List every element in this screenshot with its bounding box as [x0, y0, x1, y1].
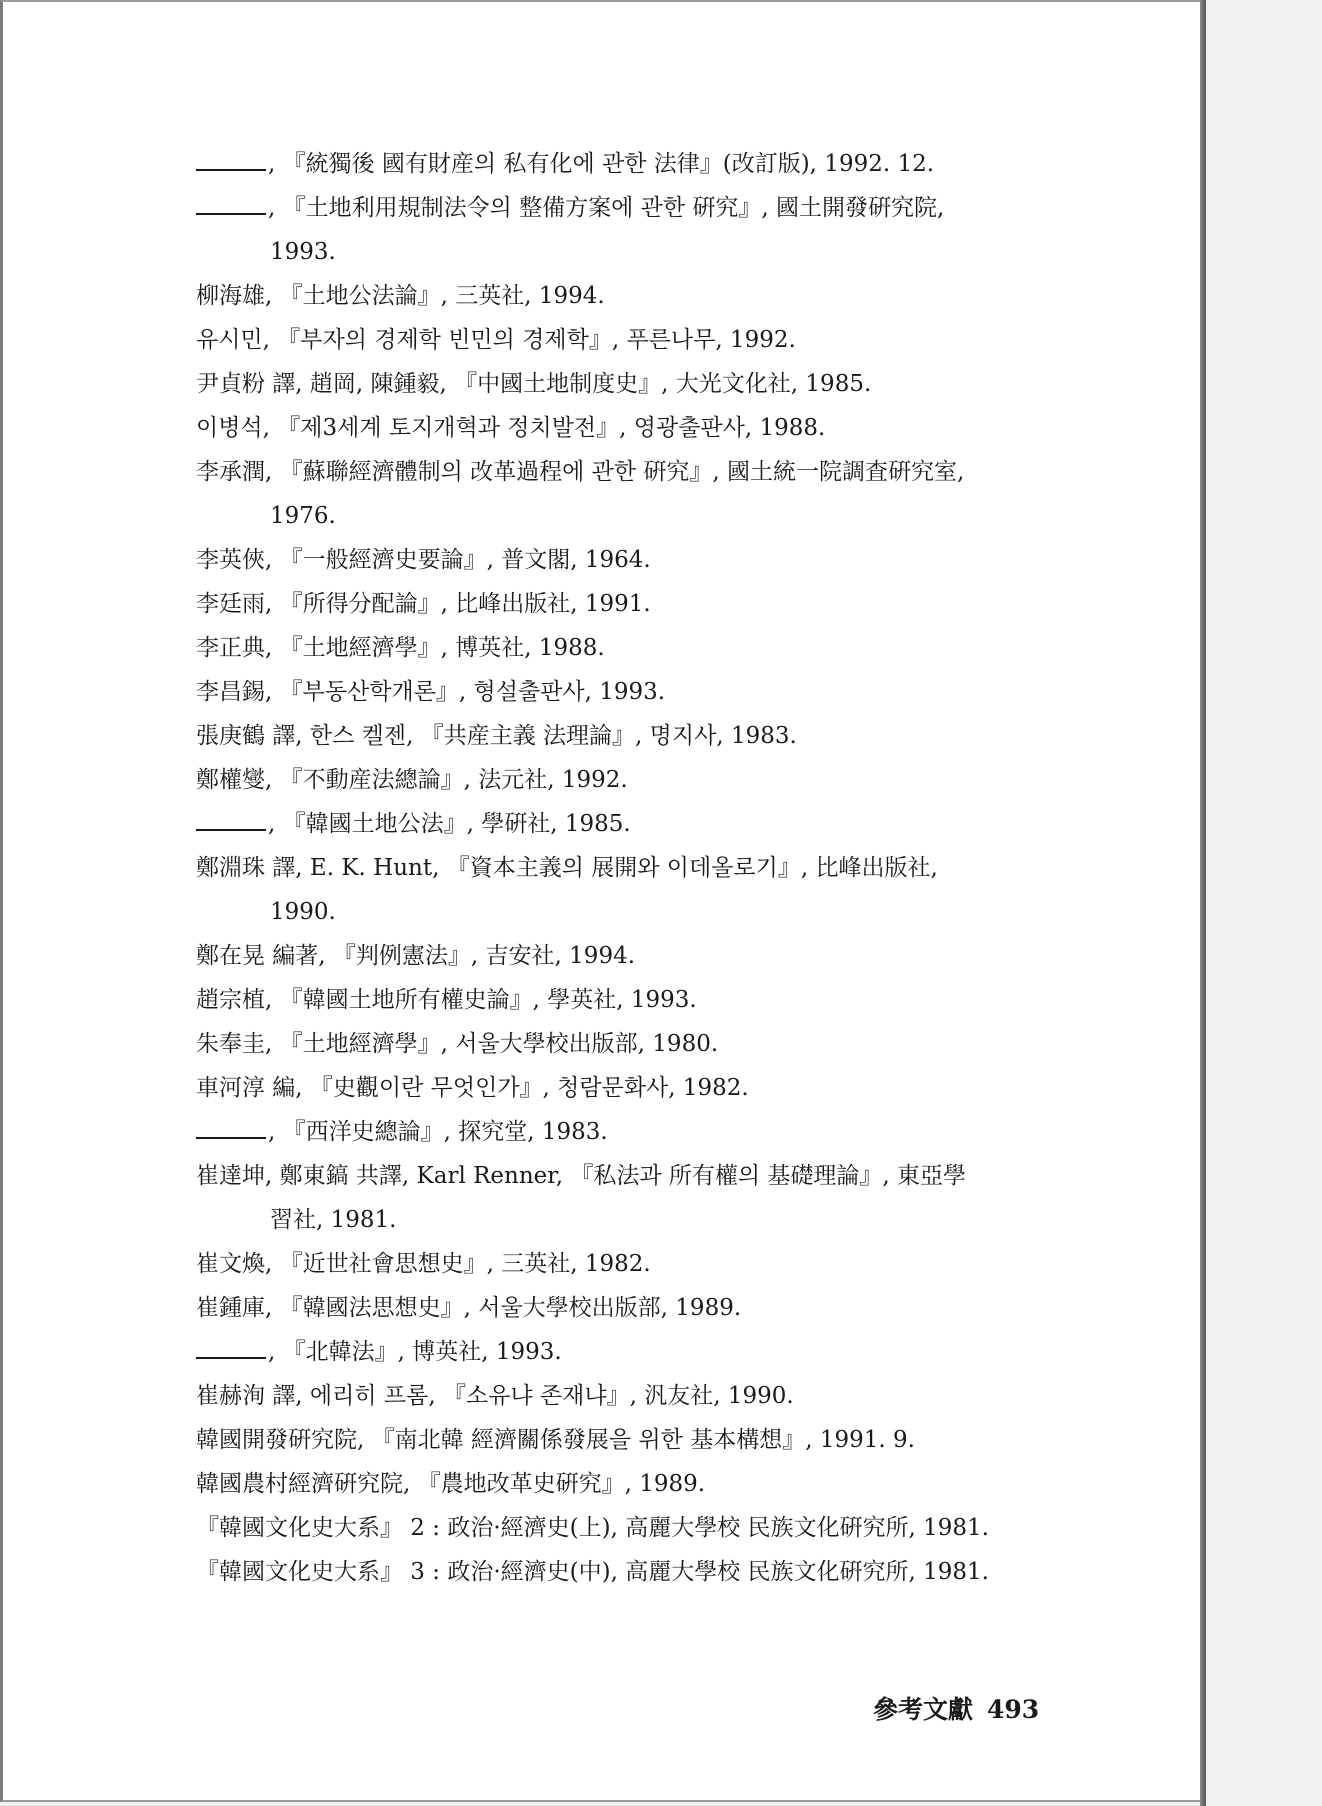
reference-entry — [196, 1242, 1056, 1286]
reference-entry — [196, 1286, 1056, 1330]
reference-entry — [196, 802, 1056, 846]
reference-continuation: 習社, 1981. — [270, 1207, 397, 1233]
reference-entry — [196, 670, 1056, 714]
reference-entry — [196, 1022, 1056, 1066]
reference-list — [196, 142, 1056, 1594]
reference-text: 張庚鶴 譯, 한스 켈젠, 『共産主義 法理論』, 명지사, 1983. — [196, 723, 797, 749]
reference-entry — [196, 406, 1056, 450]
reference-text: 崔鍾庫, 『韓國法思想史』, 서울大學校出版部, 1989. — [196, 1295, 742, 1321]
reference-text: 崔赫洵 譯, 에리히 프롬, 『소유냐 존재냐』, 汎友社, 1990. — [196, 1383, 794, 1409]
reference-text: 趙宗植, 『韓國土地所有權史論』, 學英社, 1993. — [196, 987, 697, 1013]
reference-text: , 『西洋史總論』, 探究堂, 1983. — [268, 1119, 608, 1145]
page-edge-shadow — [1200, 0, 1206, 1806]
reference-entry — [196, 1330, 1056, 1374]
reference-text: 鄭淵珠 譯, E. K. Hunt, 『資本主義의 展開와 이데올로기』, 比峰出版社, — [196, 855, 938, 881]
reference-entry — [196, 978, 1056, 1022]
reference-text: , 『土地利用規制法令의 整備方案에 관한 硏究』, 國土開發硏究院, — [268, 195, 945, 221]
reference-entry — [196, 450, 1056, 494]
footer-section-title: 參考文獻 — [873, 1695, 974, 1724]
reference-text: 李正典, 『土地經濟學』, 博英社, 1988. — [196, 635, 605, 661]
reference-text: 『韓國文化史大系』 3 : 政治·經濟史(中), 高麗大學校 民族文化硏究所, 1981. — [196, 1559, 989, 1585]
reference-text: 韓國農村經濟硏究院, 『農地改革史硏究』, 1989. — [196, 1471, 706, 1497]
reference-entry — [196, 318, 1056, 362]
reference-entry — [196, 142, 1056, 186]
reference-entry — [196, 1374, 1056, 1418]
reference-text: 朱奉圭, 『土地經濟學』, 서울大學校出版部, 1980. — [196, 1031, 719, 1057]
reference-text: 崔達坤, 鄭東鎬 共譯, Karl Renner, 『私法과 所有權의 基礎理論』, 東亞學 — [196, 1163, 967, 1189]
reference-entry — [196, 1550, 1056, 1594]
reference-text: 韓國開發硏究院, 『南北韓 經濟關係發展을 위한 基本構想』, 1991. 9. — [196, 1427, 915, 1453]
ditto-dash — [196, 1339, 266, 1359]
ditto-dash — [196, 1119, 266, 1139]
ditto-dash — [196, 195, 266, 215]
reference-entry — [196, 714, 1056, 758]
reference-text: , 『韓國土地公法』, 學硏社, 1985. — [268, 811, 631, 837]
reference-entry — [196, 1462, 1056, 1506]
reference-entry — [196, 846, 1056, 890]
reference-text: 車河淳 編, 『史觀이란 무엇인가』, 청람문화사, 1982. — [196, 1075, 749, 1101]
reference-text: 尹貞粉 譯, 趙岡, 陳鍾毅, 『中國土地制度史』, 大光文化社, 1985. — [196, 371, 872, 397]
reference-continuation: 1993. — [270, 239, 336, 265]
reference-entry — [196, 1418, 1056, 1462]
reference-text: 鄭權燮, 『不動産法總論』, 法元社, 1992. — [196, 767, 628, 793]
ditto-dash — [196, 811, 266, 831]
reference-text: 李昌錫, 『부동산학개론』, 형설출판사, 1993. — [196, 679, 666, 705]
reference-entry — [196, 362, 1056, 406]
reference-continuation: 1976. — [270, 503, 336, 529]
reference-entry — [196, 1506, 1056, 1550]
reference-text: 李承潤, 『蘇聯經濟體制의 改革過程에 관한 硏究』, 國土統一院調査硏究室, — [196, 459, 965, 485]
reference-entry — [196, 186, 1056, 230]
reference-entry — [196, 626, 1056, 670]
reference-text: , 『統獨後 國有財産의 私有化에 관한 法律』(改訂版), 1992. 12. — [268, 151, 935, 177]
page-footer — [873, 1690, 1039, 1726]
reference-text: 『韓國文化史大系』 2 : 政治·經濟史(上), 高麗大學校 民族文化硏究所, 1981. — [196, 1515, 989, 1541]
reference-entry — [196, 274, 1056, 318]
reference-entry — [196, 758, 1056, 802]
reference-entry — [196, 934, 1056, 978]
reference-text: 崔文煥, 『近世社會思想史』, 三英社, 1982. — [196, 1251, 651, 1277]
reference-entry — [196, 582, 1056, 626]
reference-text: , 『北韓法』, 博英社, 1993. — [268, 1339, 562, 1365]
reference-entry — [196, 538, 1056, 582]
reference-entry — [196, 1110, 1056, 1154]
reference-text: 李廷雨, 『所得分配論』, 比峰出版社, 1991. — [196, 591, 651, 617]
reference-text: 柳海雄, 『土地公法論』, 三英社, 1994. — [196, 283, 605, 309]
reference-entry — [196, 1154, 1056, 1198]
reference-text: 李英俠, 『一般經濟史要論』, 普文閣, 1964. — [196, 547, 651, 573]
reference-text: 이병석, 『제3세계 토지개혁과 정치발전』, 영광출판사, 1988. — [196, 415, 826, 441]
reference-text: 鄭在晃 編著, 『判例憲法』, 吉安社, 1994. — [196, 943, 636, 969]
page-number: 493 — [987, 1695, 1040, 1724]
ditto-dash — [196, 151, 266, 171]
reference-entry — [196, 1066, 1056, 1110]
reference-continuation: 1990. — [270, 899, 336, 925]
reference-text: 유시민, 『부자의 경제학 빈민의 경제학』, 푸른나무, 1992. — [196, 327, 796, 353]
